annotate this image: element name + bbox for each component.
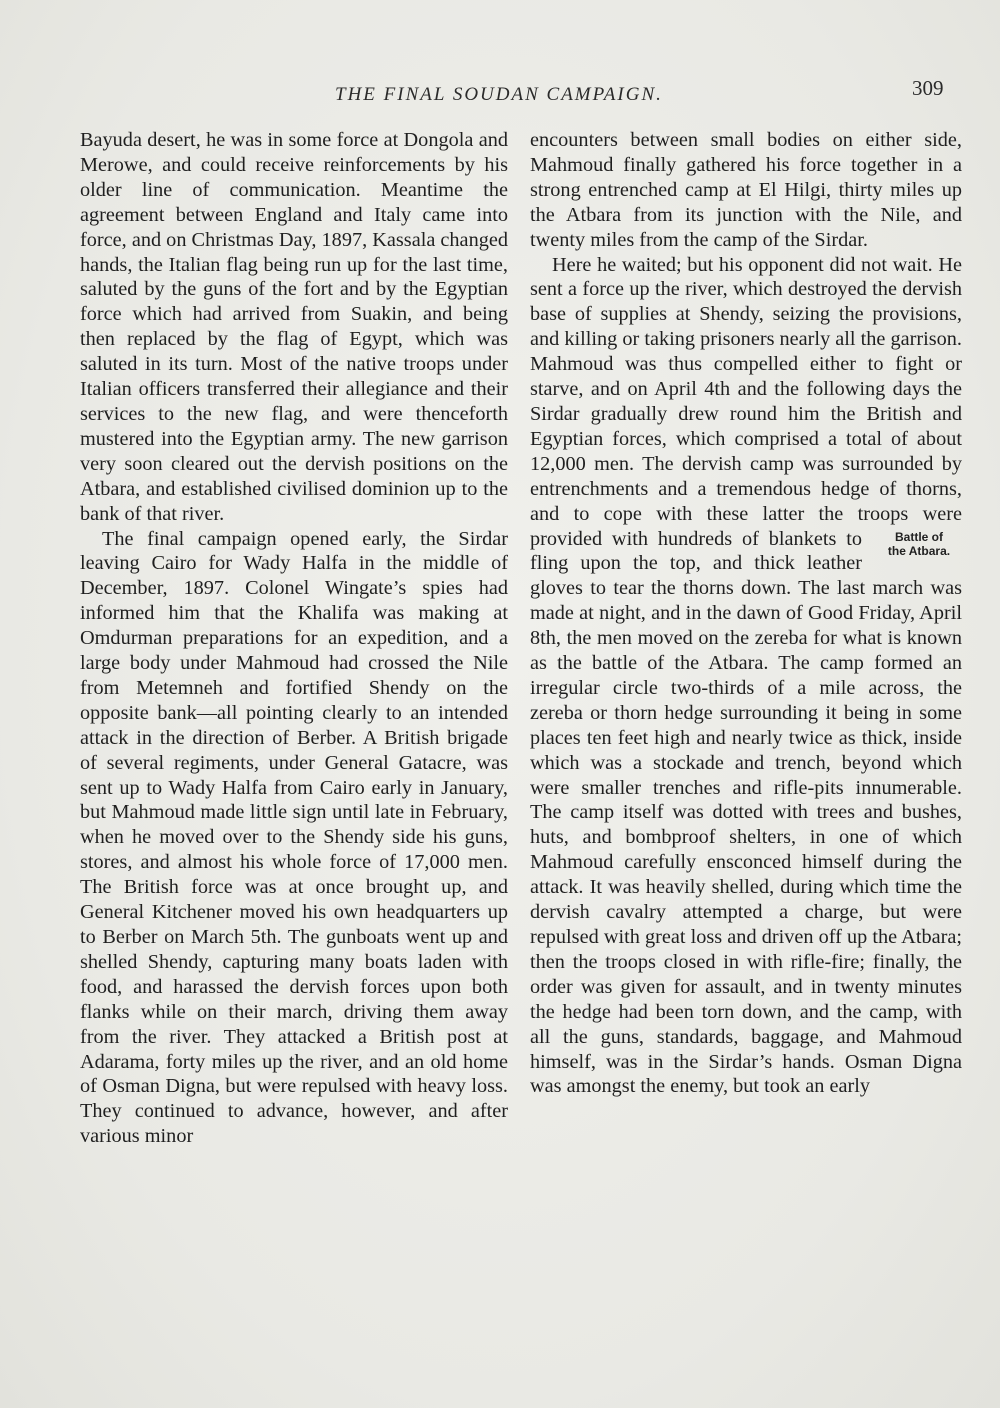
page-number: 309	[912, 76, 944, 100]
right-column	[530, 128, 962, 1099]
running-title: THE FINAL SOUDAN CAMPAIGN.	[335, 84, 663, 105]
margin-note-line-1: Battle of	[895, 529, 943, 544]
right-paragraph-1: encounters between small bodies on either side, Mahmoud finally gathered his force together in a strong entrenched camp at El Hilgi, thirty miles up the Atbara from its junction with the Nile, and twenty miles from the camp of the Sirdar.	[530, 129, 962, 251]
margin-note-line-2: the Atbara.	[887, 543, 951, 558]
left-paragraph-1: Bayuda desert, he was in some force at Dongola and Merowe, and could receive reinforcements by his older line of communication. Meantime the agreement between England and Italy came into force, and on Christmas Day, 1897, Kassala changed hands, the Italian flag being run up for the last time, saluted by the guns of the fort and by the Egyptian force which had arrived from Suakin, and being then replaced by the flag of Egypt, which was saluted in its turn. Most of the native troops under Italian officers transferred their allegiance and their services to the new flag, and were thenceforth mustered into the Egyptian army. The new garrison very soon cleared out the dervish positions on the Atbara, and established civilised dominion up to the bank of that river.	[80, 129, 508, 525]
left-column	[80, 128, 508, 1149]
left-paragraph-2: The final campaign opened early, the Sirdar leaving Cairo for Wady Halfa in the middle of December, 1897. Colonel Wingate’s spies had informed him that the Khalifa was making at Omdurman preparations for an expedition, and a large body under Mahmoud had crossed the Nile from Metemneh and fortified Shendy on the opposite bank—all pointing clearly to an intended attack in the direction of Berber. A British brigade of several regiments, under General Gatacre, was sent up to Wady Halfa from Cairo early in January, but Mahmoud made little sign until late in February, when he moved over to the Shendy side his guns, stores, and almost his whole force of 17,000 men. The British force was at once brought up, and General Kitchener moved his own headquarters up to Berber on March 5th. The gunboats went up and shelled Shendy, capturing many boats laden with food, and harassed the dervish forces upon both flanks while on their march, driving them away from the river. They attacked a British post at Adarama, forty miles up the river, and an old home of Osman Digna, but were repulsed with heavy loss. They continued to advance, however, and after various minor	[80, 527, 508, 1148]
right-paragraph-2-text-a: Here he waited; but his opponent did not wait. He sent a force up the river, which destroyed the dervish base of supplies at Shendy, seizing the provisions, and killing or taking prisoners nearly all the garrison. Mahmoud was thus compelled either to fight or starve, and on April 4th and the following days the Sirdar gradually drew round him the British and Egyptian forces, which comprised a total of about 12,000 men. The dervish camp was surrounded by entrenchments and a tremendous hedge of thorns, and to cope with these latter the troops were provided with	[530, 253, 962, 550]
right-paragraph-2-text-b: hundreds of blankets to fling upon the top, and thick leather gloves to tear the thorns down. The last march was made at night, and in the dawn of Good Friday, April 8th, the men moved on the zereba for what is known as the battle of the Atbara. The camp formed an irregular circle two-thirds of a mile across, the zereba or thorn hedge surrounding it being in some places ten feet high and nearly twice as thick, inside which was a stockade and trench, beyond which were smaller trenches and rifle-pits innumerable. The camp itself was dotted with trees and bushes, huts, and bombproof shelters, in one of which Mahmoud carefully ensconced himself during the attack. It was heavily shelled, during which time the dervish cavalry attempted a charge, but were repulsed with great loss and driven off up the Atbara; then the troops closed in with rifle-fire; finally, the order was given for assault, and in twenty minutes the hedge had been torn down, and the camp, with all the guns, standards, baggage, and Mahmoud himself, was in the Sirdar’s hands. Osman Digna was amongst the enemy, but took an early	[530, 527, 962, 1098]
margin-note	[870, 530, 968, 558]
running-head	[0, 76, 1000, 114]
right-paragraph-2	[530, 253, 962, 1100]
